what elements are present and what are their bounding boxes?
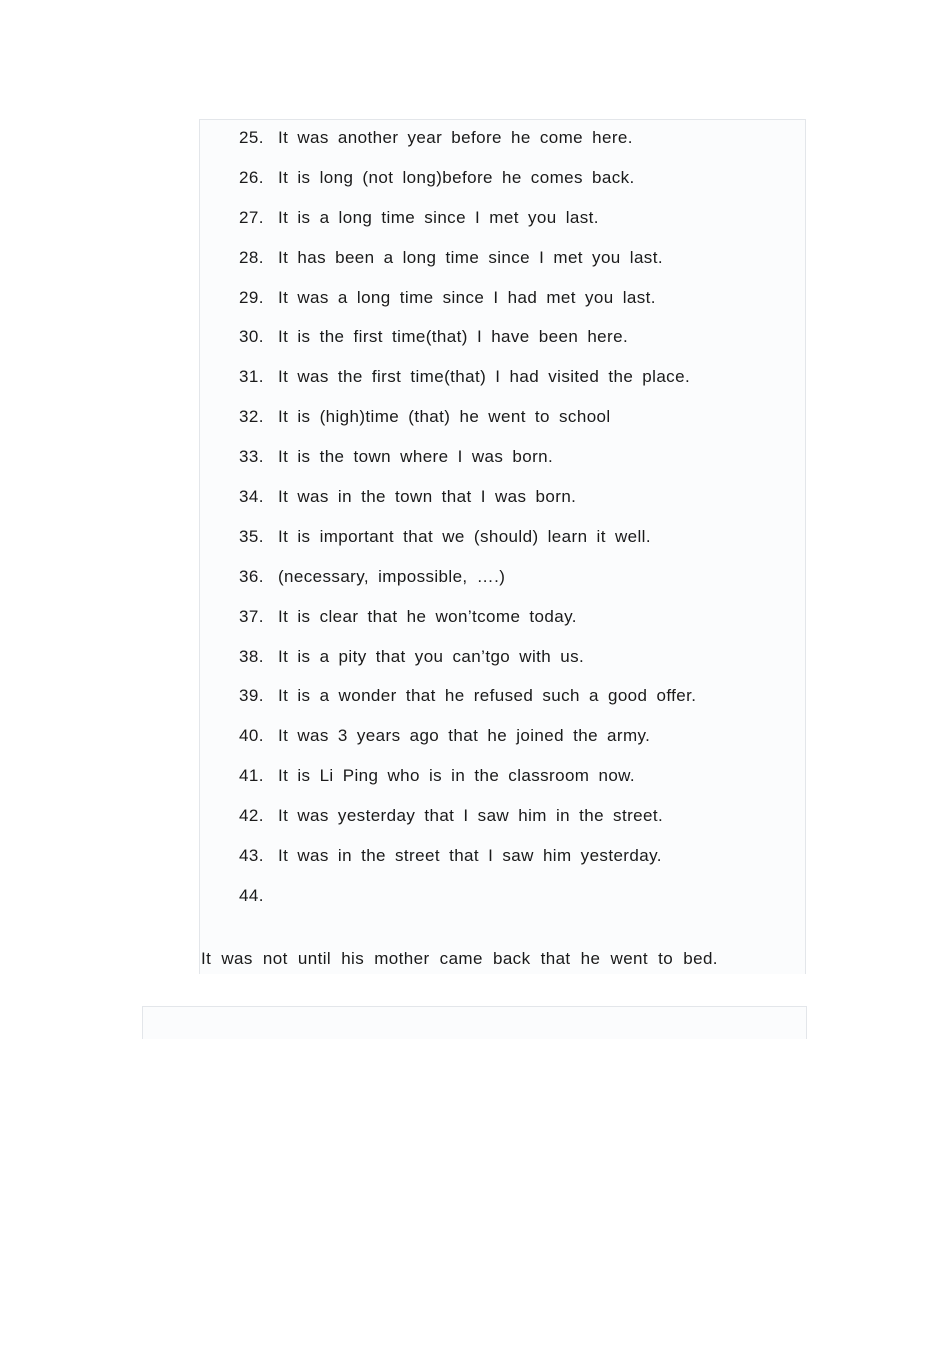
item-text: It was a long time since I had met you last. [278,287,656,307]
list-item [239,565,696,605]
sentence-list [239,126,696,924]
list-item [239,605,696,645]
list-item [239,844,696,884]
item-text: It is the town where I was born. [278,447,554,467]
list-item [239,445,696,485]
item-number: 29. [239,287,264,307]
item-text: It is a pity that you can’tgo with us. [278,646,585,666]
list-item [239,525,696,565]
item-text: It was the first time(that) I had visited the place. [278,367,691,387]
item-number: 40. [239,726,264,746]
item-number: 31. [239,367,264,387]
list-item [239,365,696,405]
item-text: It was another year before he come here. [278,128,633,147]
closing-sentence: It was not until his mother came back that he went to bed. [201,949,718,968]
list-item [239,286,696,326]
item-text: It is (high)time (that) he went to school [278,407,611,427]
list-item [239,126,696,166]
item-number: 43. [239,846,264,866]
list-item [239,206,696,246]
item-text: It is important that we (should) learn it well. [278,526,651,546]
list-item [239,246,696,286]
item-number: 34. [239,487,264,507]
item-text: It is clear that he won’tcome today. [278,606,577,626]
item-text: It is long (not long)before he comes back. [278,167,635,187]
list-item [239,764,696,804]
item-number: 26. [239,167,264,187]
list-item [239,166,696,206]
item-number: 38. [239,646,264,666]
item-text: It is the first time(that) I have been here. [278,327,629,347]
list-item [239,645,696,685]
item-text: It is a wonder that he refused such a good offer. [278,686,697,706]
item-number: 42. [239,806,264,826]
item-number: 27. [239,207,264,227]
item-number: 28. [239,247,264,267]
item-text: It was 3 years ago that he joined the army. [278,726,651,746]
item-number: 41. [239,766,264,786]
list-item [239,804,696,844]
list-item [239,405,696,445]
item-text: It was in the street that I saw him yesterday. [278,846,662,866]
item-text: It was in the town that I was born. [278,487,577,507]
list-item [239,884,696,924]
item-text: It was yesterday that I saw him in the street. [278,806,664,826]
next-page-panel [142,1006,807,1039]
item-number: 33. [239,447,264,467]
list-item [239,485,696,525]
item-number: 35. [239,526,264,546]
item-number: 25. [239,128,264,147]
list-item [239,684,696,724]
item-text: It is Li Ping who is in the classroom now. [278,766,636,786]
list-item [239,724,696,764]
item-number: 36. [239,566,264,586]
item-text: It is a long time since I met you last. [278,207,599,227]
item-text: (necessary, impossible, ….) [278,566,506,586]
item-number: 37. [239,606,264,626]
list-item [239,325,696,365]
item-number: 30. [239,327,264,347]
item-number: 32. [239,407,264,427]
item-text: It has been a long time since I met you last. [278,247,663,267]
item-number: 39. [239,686,264,706]
item-number: 44. [239,885,264,905]
